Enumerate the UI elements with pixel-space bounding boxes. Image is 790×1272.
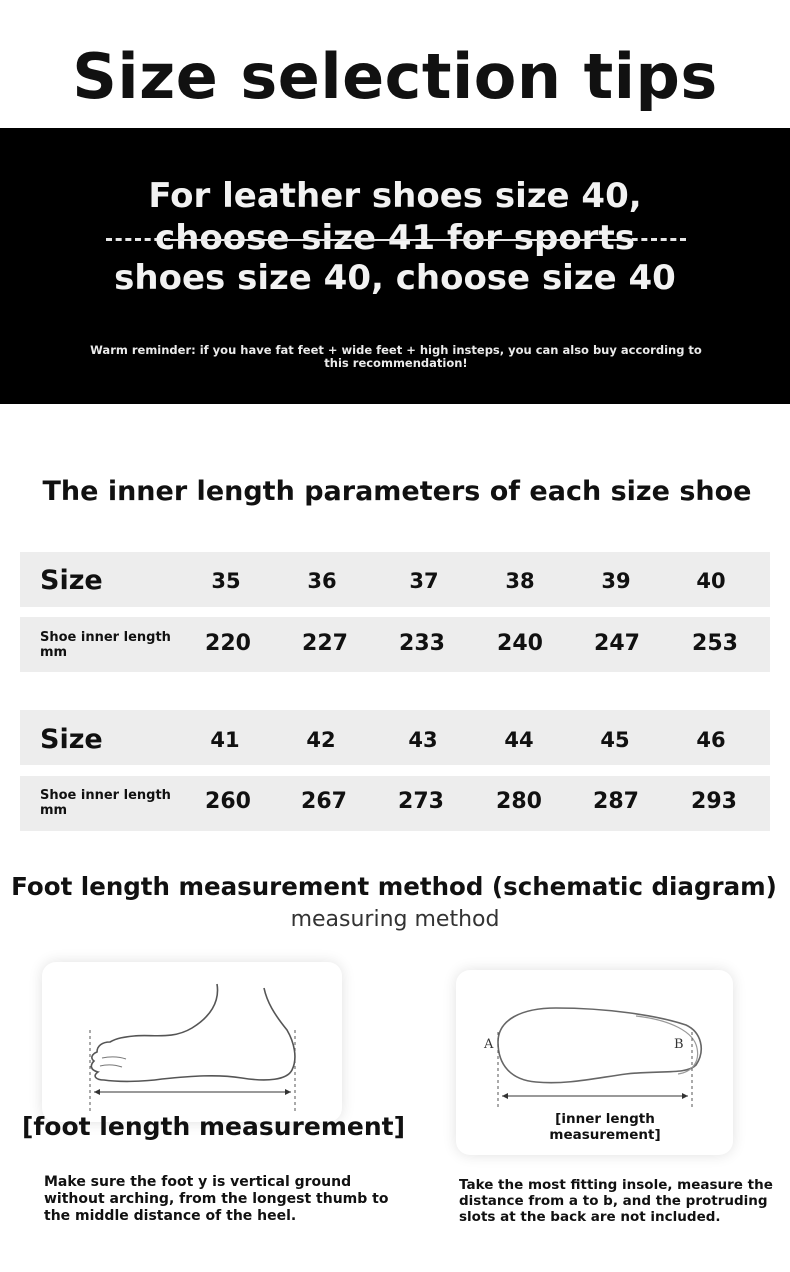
insole-measurement-description: Take the most fitting insole, measure the distance from a to b, and the protruding slots at the back are not included.: [459, 1177, 773, 1225]
length-cell: 267: [301, 789, 347, 814]
length-cell: 247: [594, 631, 640, 656]
banner-line-1: For leather shoes size 40,: [148, 176, 642, 216]
strikethrough-line: [170, 239, 622, 241]
size-cell: 37: [409, 569, 439, 593]
length-cell: 260: [205, 789, 251, 814]
size-cell: 39: [601, 569, 631, 593]
foot-measurement-description: Make sure the foot y is vertical ground without arching, from the longest thumb to the middle distance of the heel.: [44, 1174, 389, 1224]
length-label: Shoe inner length mm: [40, 788, 171, 818]
size-cell: 41: [210, 728, 240, 752]
measuring-method-subtitle: measuring method: [290, 907, 500, 932]
length-cell: 287: [593, 789, 639, 814]
point-a-label: A: [484, 1037, 494, 1052]
size-cell: 40: [696, 569, 726, 593]
size-cell: 36: [307, 569, 337, 593]
inner-length-label: [inner length measurement]: [549, 1111, 661, 1143]
size-label: Size: [40, 724, 103, 755]
page-title: Size selection tips: [72, 40, 718, 113]
foot-outline-icon: [42, 962, 342, 1122]
length-row: [20, 617, 770, 672]
length-cell: 253: [692, 631, 738, 656]
point-b-label: B: [674, 1037, 684, 1052]
length-cell: 273: [398, 789, 444, 814]
table-title: The inner length parameters of each size shoe: [42, 476, 752, 507]
length-cell: 227: [302, 631, 348, 656]
size-cell: 42: [306, 728, 336, 752]
length-cell: 293: [691, 789, 737, 814]
size-cell: 44: [504, 728, 534, 752]
size-label: Size: [40, 565, 103, 596]
size-row: [20, 552, 770, 607]
banner-line-2: choose size 41 for sports: [155, 218, 635, 258]
length-label: Shoe inner length mm: [40, 630, 171, 660]
banner-line-3: shoes size 40, choose size 40: [114, 258, 676, 298]
dash-right: [622, 238, 686, 241]
measurement-title: Foot length measurement method (schematic diagram): [11, 872, 777, 901]
length-cell: 220: [205, 631, 251, 656]
length-cell: 240: [497, 631, 543, 656]
length-cell: 233: [399, 631, 445, 656]
size-cell: 46: [696, 728, 726, 752]
size-cell: 35: [211, 569, 241, 593]
length-row: [20, 776, 770, 831]
size-cell: 45: [600, 728, 630, 752]
length-cell: 280: [496, 789, 542, 814]
foot-length-label: [foot length measurement]: [22, 1112, 405, 1141]
size-cell: 43: [408, 728, 438, 752]
size-row: [20, 710, 770, 765]
warm-reminder: Warm reminder: if you have fat feet + wide feet + high insteps, you can also buy according to this recommendation!: [90, 343, 702, 370]
foot-diagram-card: [42, 962, 342, 1122]
size-cell: 38: [505, 569, 535, 593]
recommendation-banner: [0, 128, 790, 404]
